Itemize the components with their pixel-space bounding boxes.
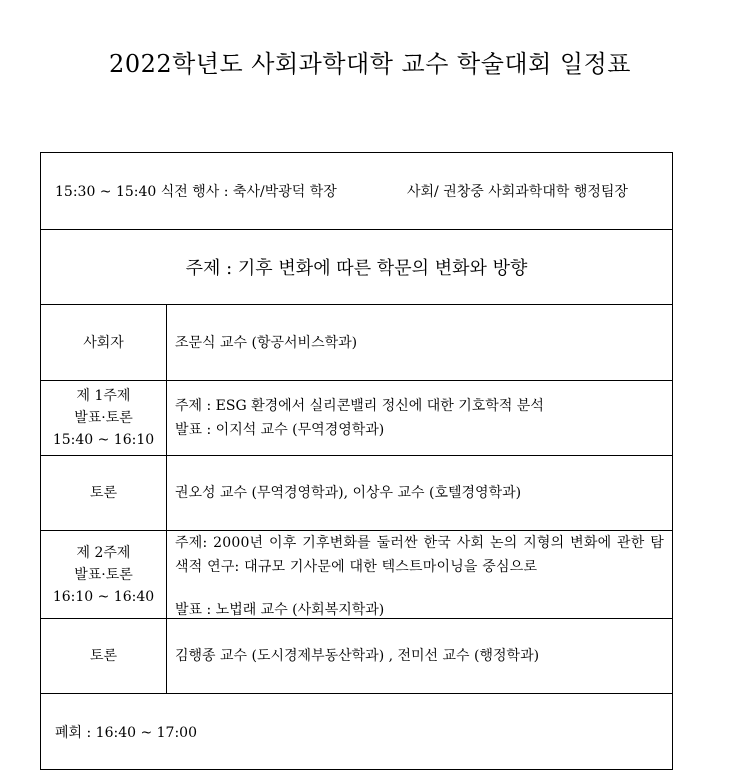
moderator-name: 조문식 교수 (항공서비스학과) bbox=[175, 334, 358, 351]
row-content bbox=[168, 381, 672, 455]
discussion-2-panelists: 김행종 교수 (도시경제부동산학과) , 전미선 교수 (행정학과) bbox=[175, 648, 540, 664]
discussion-1-row bbox=[41, 456, 672, 531]
session-2-type: 발표·토론 bbox=[74, 566, 133, 583]
row-content bbox=[168, 456, 672, 530]
session-1-row bbox=[41, 381, 672, 456]
session-2-title: 제 2주제 bbox=[76, 544, 131, 561]
session-2-time: 16:10 ~ 16:40 bbox=[52, 588, 155, 605]
session-1-time: 15:40 ~ 16:10 bbox=[52, 432, 155, 448]
session-2-topic: 주제: 2000년 이후 기후변화를 둘러싼 한국 사회 논의 지형의 변화에 관한 탐색적 연구: 대규모 기사문에 대한 텍스트마이닝을 중심으로 bbox=[175, 535, 664, 575]
page-title: 2022학년도 사회과학대학 교수 학술대회 일정표 bbox=[109, 50, 631, 78]
discussion-1-panelists: 권오성 교수 (무역경영학과), 이상우 교수 (호텔경영학과) bbox=[175, 485, 522, 501]
opening-ceremony-row bbox=[41, 153, 672, 230]
closing-text: 폐회 : 16:40 ~ 17:00 bbox=[55, 724, 197, 741]
schedule-table bbox=[40, 152, 673, 770]
opening-host-text: 사회/ 권창중 사회과학대학 행정팀장 bbox=[407, 184, 628, 200]
discussion-2-row bbox=[41, 619, 672, 694]
conference-topic: 주제 : 기후 변화에 따른 학문의 변화와 방향 bbox=[185, 258, 528, 279]
moderator-label: 사회자 bbox=[83, 334, 124, 351]
opening-ceremony-text: 15:30 ~ 15:40 식전 행사 : 축사/박광덕 학장 bbox=[55, 184, 337, 200]
session-1-type: 발표·토론 bbox=[74, 410, 133, 426]
row-label bbox=[41, 305, 167, 380]
moderator-row bbox=[41, 305, 672, 381]
discussion-1-label: 토론 bbox=[89, 485, 118, 501]
session-1-title: 제 1주제 bbox=[76, 388, 131, 404]
conference-topic-row bbox=[41, 230, 672, 305]
row-content bbox=[168, 619, 672, 693]
row-content bbox=[168, 531, 672, 618]
session-1-presenter: 발표 : 이지석 교수 (무역경영학과) bbox=[175, 422, 385, 438]
row-content bbox=[168, 305, 672, 380]
row-label bbox=[41, 531, 167, 618]
row-label bbox=[41, 456, 167, 530]
discussion-2-label: 토론 bbox=[89, 648, 118, 664]
row-label bbox=[41, 381, 167, 455]
row-label bbox=[41, 619, 167, 693]
session-1-topic: 주제 : ESG 환경에서 실리콘밸리 정신에 대한 기호학적 분석 bbox=[175, 398, 544, 414]
session-2-row bbox=[41, 531, 672, 619]
closing-row bbox=[41, 694, 672, 769]
session-2-presenter: 발표 : 노법래 교수 (사회복지학과) bbox=[175, 602, 385, 618]
